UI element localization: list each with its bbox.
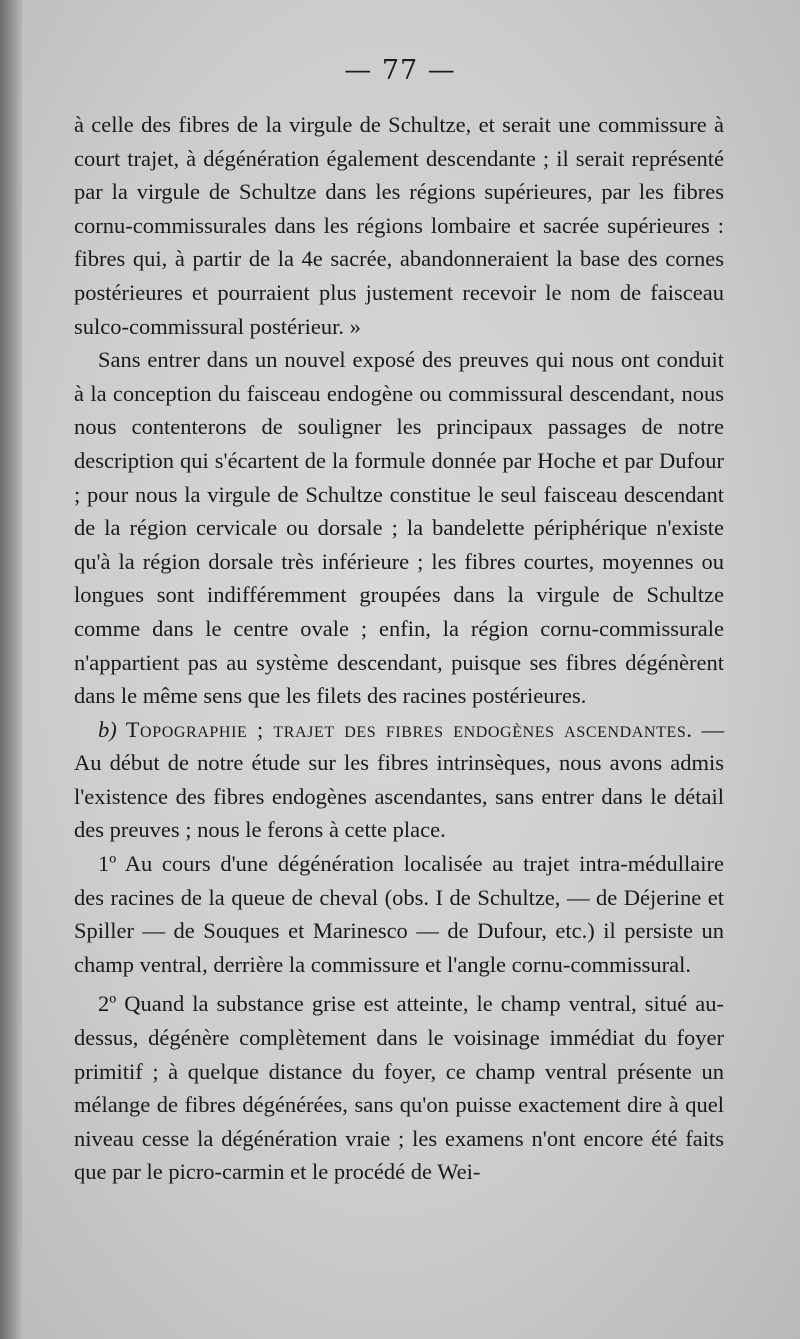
- paragraph-topography-text: — Au début de notre étude sur les fibres intrinsèques, nous avons admis l'existence des fibres endogènes ascendantes, sans entrer dans le détail des preuves ; nous le ferons à cette place.: [74, 716, 725, 843]
- paragraph-descending-bundle: Sans entrer dans un nouvel exposé des preuves qui nous ont conduit à la conception du faisceau endogène ou commissural descendant, nous nous contenterons de souligner les principaux passages de notre description qui s'écartent de la formule donnée par Hoche et par Dufour ; pour nous la virgule de Schultze constitue le seul faisceau descendant de la région cervicale ou dorsale ; la bandelette périphérique n'existe qu'à la région dorsale très inférieure ; les fibres courtes, moyennes ou longues sont indifféremment groupées dans la virgule de Schultze comme dans le centre ovale ; enfin, la région cornu-commissurale n'appartient pas au système descendant, puisque ses fibres dégénèrent dans le même sens que les filets des racines postérieures.: [74, 347, 724, 709]
- paragraph-point-1: 1º Au cours d'une dégénération localisée au trajet intra-médullaire des racines de la queue de cheval (obs. I de Schultze, — de Déjerine et Spiller — de Souques et Marinesco — de Dufour, etc.) il persiste un champ ventral, derrière la commissure et l'angle cornu-commissural.: [74, 851, 724, 977]
- paragraph-topography: [74, 713, 724, 847]
- section-label: b): [98, 716, 117, 742]
- paragraph-point-2: 2º Quand la substance grise est atteinte, le champ ventral, situé au-dessus, dégénère complètement dans le voisinage immédiat du foyer primitif ; à quelque distance du foyer, ce champ ventral présente un mélange de fibres dégénérées, sans qu'on puisse exactement dire à quel niveau cesse la dégénération vraie ; les examens n'ont encore été faits que par le picro-carmin et le procédé de Wei-: [74, 991, 724, 1185]
- body-text: [74, 108, 724, 1189]
- section-heading: Topographie ; trajet des fibres endogènes ascendantes.: [125, 716, 693, 742]
- paragraph-continuation: à celle des fibres de la virgule de Schultze, et serait une commissure à court trajet, à dégénération également descendante ; il serait représenté par la virgule de Schultze dans les régions supérieures, par les fibres cornu-commissurales dans les régions lombaire et sacrée supérieures : fibres qui, à partir de la 4e sacrée, abandonneraient la base des cornes postérieures et pourraient plus justement recevoir le nom de faisceau sulco-commissural postérieur. »: [74, 112, 724, 339]
- page-number: — 77 —: [344, 55, 456, 86]
- binding-shadow: [0, 0, 22, 1339]
